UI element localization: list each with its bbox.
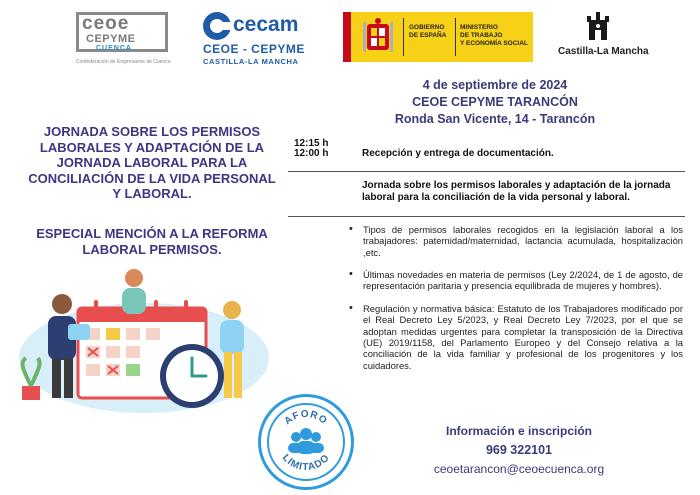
event-date: 4 de septiembre de 2024 [422,78,568,92]
ceoe-logo-sub2: CUENCA [96,45,132,52]
clm-logo-word: Castilla-La Mancha [558,46,649,57]
svg-text:AFORO [282,409,329,427]
schedule-row [288,142,685,172]
contact-email[interactable]: ceoetarancon@ceoecuenca.org [433,462,605,476]
event-header [370,77,620,128]
gobierno-line1: GOBIERNO [409,24,445,31]
calendar-people-illustration [14,258,274,413]
badge-graphics [261,397,351,487]
cecam-logo [203,12,311,66]
contact-block [390,422,648,479]
ceoe-logo-word: ceoe [82,13,130,34]
schedule-table [288,138,685,208]
contact-heading: Información e inscripción [445,424,593,438]
ceoe-cepyme-cuenca-logo [76,12,170,66]
cecam-logo-sub2: CASTILLA-LA MANCHA [203,57,299,66]
list-item: • Últimas novedades en materia de permisos (Ley 2/2024, de 1 de agosto, de representación paritaria y presencia equilibrada de mujeres y hombres). [349,269,683,292]
schedule-text: Recepción y entrega de documentación. [362,148,554,159]
gobierno-espana-logo [343,12,533,62]
list-item: • Tipos de permisos laborales recogidos en la legislación laboral a los trabajadores: paternidad/maternidad, lactancia acumulada, hospitalización ,etc. [349,224,683,258]
badge-top-text: AFORO [282,408,330,428]
castle-icon [586,10,610,42]
ceoe-logo-caption: Confederación de Empresarios de Cuenca [76,59,171,65]
gobierno-line2: DE ESPAÑA [409,32,447,39]
schedule-time: 12:15 h [294,138,329,149]
svg-text:LIMITADO [280,452,332,473]
schedule-time: 12:00 h [294,148,329,159]
ceoe-logo-sub1: CEPYME [86,33,136,45]
page-title: JORNADA SOBRE LOS PERMISOS LABORALES Y ADAPTACIÓN DE LA JORNADA LABORAL PARA LA CONCILIACIÓN DE LA VIDA PERSONAL Y LABORAL. [28,124,276,201]
cecam-c-icon [203,12,231,40]
people-group-icon [288,428,324,454]
list-item: • Regulación y normativa básica: Estatuto de los Trabajadores modificado por el Real Decreto Ley 5/2023, y Real Decreto Ley 7/2023, por el que se adoptan medidas urgentes para completar la transposición de la Directiva (UE) 2019/1158, del Parlamento Europeo y del Consejo relativa a la conciliación de la vida familiar y profesional de los progenitores y los cuidadores. [349,303,683,371]
coat-of-arms-icon [363,18,393,56]
divider [288,216,685,217]
contact-phone[interactable]: 969 322101 [485,443,553,457]
special-mention: ESPECIAL MENCIÓN A LA REFORMA LABORAL PERMISOS. [36,226,268,257]
aforo-limitado-badge [258,394,354,490]
castilla-la-mancha-logo [558,10,649,62]
event-address: Ronda San Vicente, 14 - Tarancón [394,112,596,126]
event-organizer: CEOE CEPYME TARANCÓN [412,95,578,109]
ministerio-line1: MINISTERIO [460,24,498,31]
cecam-logo-sub1: CEOE - CEPYME [203,42,305,56]
badge-bottom-text: LIMITADO [279,452,333,474]
ministerio-line2: DE TRABAJO [460,32,503,39]
cecam-logo-word: cecam [233,13,299,36]
topics-list [349,224,683,382]
schedule-text: Jornada sobre los permisos laborales y adaptación de la jornada laboral para la conciliación de la vida personal y laboral. [362,180,671,203]
ministerio-line3: Y ECONOMÍA SOCIAL [460,40,528,47]
